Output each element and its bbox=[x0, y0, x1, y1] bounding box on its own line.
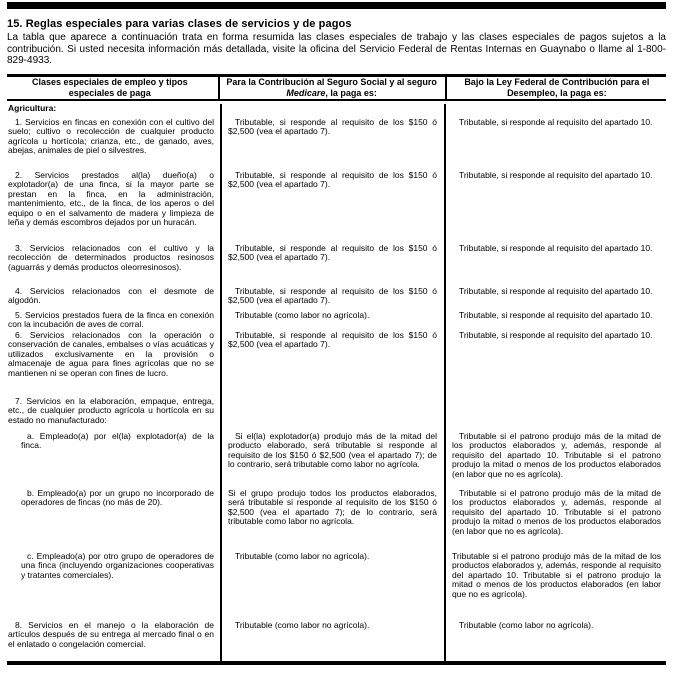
item-4-description: 4. Servicios relacionados con el desmote de algodón. bbox=[8, 285, 214, 306]
col-ss-medicare-cell bbox=[222, 552, 446, 621]
item-7b-ss-rule: Si el grupo produjo todos los productos elaborados, será tributable si responde al requisito de los $150 ó $2,500 (vea el apartado 7); de lo contrario, será tributable como labor no agrícola. bbox=[228, 487, 437, 527]
col-futa-cell bbox=[446, 552, 666, 621]
table-row-item-6 bbox=[7, 331, 666, 397]
header-col-social-security-medicare bbox=[220, 77, 447, 99]
col-employment-cell bbox=[7, 331, 222, 397]
col-ss-medicare-cell bbox=[222, 489, 446, 552]
item-4-ss-rule: Tributable, si responde al requisito de los $150 ó $2,500 (vea el apartado 7). bbox=[228, 285, 437, 306]
col-employment-cell bbox=[7, 397, 222, 432]
item-7a-ss-rule: Si el(la) explotador(a) produjo más de la mitad del producto elaborado, será tributable si responde al requisito de los $150 ó $2,500 (vea el apartado 7); de lo contrario, será tributable como labor no agrícola. bbox=[228, 430, 437, 470]
item-3-ss-rule: Tributable, si responde al requisito de los $150 ó $2,500 (vea el apartado 7). bbox=[228, 242, 437, 263]
item-5-ss-rule: Tributable (como labor no agrícola). bbox=[235, 309, 370, 320]
col-ss-medicare-cell bbox=[222, 432, 446, 489]
table-row-item-7a bbox=[7, 432, 666, 489]
item-8-description: 8. Servicios en el manejo o la elaboración de artículos después de su entrega al mercado final o en el enlatado o congelación comercial. bbox=[8, 619, 214, 649]
table-row-item-2 bbox=[7, 171, 666, 244]
col-futa-cell bbox=[446, 397, 666, 432]
item-2-ss-rule: Tributable, si responde al requisito de los $150 ó $2,500 (vea el apartado 7). bbox=[228, 169, 437, 190]
col-employment-cell bbox=[7, 118, 222, 171]
item-1-ss-rule: Tributable, si responde al requisito de los $150 ó $2,500 (vea el apartado 7). bbox=[228, 116, 437, 137]
header-col-employment-classes: Clases especiales de empleo y tipos especiales de paga bbox=[7, 77, 220, 99]
table-row-item-8 bbox=[7, 621, 666, 661]
header-col2-text: Para la Contribución al Seguro Social y al seguro bbox=[226, 76, 437, 87]
table-row-item-7-intro bbox=[7, 397, 666, 432]
col-futa-cell bbox=[446, 287, 666, 311]
col-futa-cell bbox=[446, 118, 666, 171]
col-futa-cell bbox=[446, 311, 666, 331]
item-6-futa-rule: Tributable, si responde al requisito del apartado 10. bbox=[459, 329, 653, 340]
col-employment-cell bbox=[7, 311, 222, 331]
col-futa-cell bbox=[446, 621, 666, 661]
item-7c-description: c. Empleado(a) por otro grupo de operadores de una finca (incluyendo organizaciones cooperativas y tratantes comerciales). bbox=[21, 550, 214, 580]
item-3-description: 3. Servicios relacionados con el cultivo y la recolección de determinados productos resinosos (aguarrás y demás productos oleorresinosos). bbox=[8, 242, 214, 272]
col-employment-cell bbox=[7, 171, 222, 244]
item-8-futa-rule: Tributable (como labor no agrícola). bbox=[459, 619, 594, 630]
item-1-futa-rule: Tributable, si responde al requisito del apartado 10. bbox=[459, 116, 653, 127]
item-2-futa-rule: Tributable, si responde al requisito del apartado 10. bbox=[459, 169, 653, 180]
table-row-item-7b bbox=[7, 489, 666, 552]
item-6-ss-rule: Tributable, si responde al requisito de los $150 ó $2,500 (vea el apartado 7). bbox=[228, 329, 437, 350]
item-7c-futa-rule: Tributable si el patrono produjo más de la mitad de los productos elaborados y, además, responde al requisito del apartado 10. Tributable si el patrono produjo la mitad o menos de los productos elaborados (en labor que no es agrícola). bbox=[452, 550, 661, 599]
table-row-item-1 bbox=[7, 118, 666, 171]
item-1-description: 1. Servicios en fincas en conexión con el cultivo del suelo; cultivo o recolección de cualquier producto agrícola u hortícola; crianza, etc., de ganado, aves, abejas, animales de piel o silvestres. bbox=[8, 116, 214, 156]
document-page bbox=[0, 2, 673, 665]
item-7-description: 7. Servicios en la elaboración, empaque, entrega, etc., de cualquier producto agrícola u hortícola en su estado no manufacturado: bbox=[8, 395, 214, 425]
col-ss-medicare-cell bbox=[222, 118, 446, 171]
header-col2-suffix: , la paga es: bbox=[325, 87, 377, 98]
item-5-description: 5. Servicios prestados fuera de la finca en conexión con la incubación de aves de corral. bbox=[8, 309, 214, 330]
col-employment-cell bbox=[7, 489, 222, 552]
table-row-item-4 bbox=[7, 287, 666, 311]
col-employment-cell bbox=[7, 244, 222, 287]
col-futa-cell bbox=[446, 331, 666, 397]
col-ss-medicare-cell bbox=[222, 621, 446, 661]
table-row-item-3 bbox=[7, 244, 666, 287]
intro-paragraph: La tabla que aparece a continuación trata en forma resumida las clases especiales de trabajo y las clases especiales de pagos sujetos a la contribución. Si usted necesita información más detallada, visite la oficina del Servicio Federal de Rentas Internas en Guaynabo o llame al 1-800-829-4933. bbox=[7, 32, 666, 66]
table-row-section-label bbox=[7, 104, 666, 118]
col-ss-medicare-cell bbox=[222, 397, 446, 432]
col-employment-cell bbox=[7, 552, 222, 621]
col-employment-cell bbox=[7, 104, 222, 118]
item-2-description: 2. Servicios prestados al(la) dueño(a) o explotador(a) de una finca, si la mayor parte se prestan en la finca, en la administración, mantenimiento, etc., de la finca, de los aperos o del equipo o en el salvamento de madera y limpieza de leña y demás escombros dejados por un huracán. bbox=[8, 169, 214, 228]
col-ss-medicare-cell bbox=[222, 104, 446, 118]
table-body bbox=[7, 101, 666, 665]
col-employment-cell bbox=[7, 287, 222, 311]
col-employment-cell bbox=[7, 432, 222, 489]
col-futa-cell bbox=[446, 489, 666, 552]
item-5-futa-rule: Tributable, si responde al requisito del apartado 10. bbox=[459, 309, 653, 320]
top-rule bbox=[7, 2, 666, 9]
table-row-item-5 bbox=[7, 311, 666, 331]
item-7b-futa-rule: Tributable si el patrono produjo más de la mitad de los productos elaborados y, además, responde al requisito del apartado 10. Tributable si el patrono produjo la mitad o menos de los productos elaborados (en labor que no es agrícola). bbox=[452, 487, 661, 536]
col-futa-cell bbox=[446, 244, 666, 287]
item-7a-futa-rule: Tributable si el patrono produjo más de la mitad de los productos elaborados y, además, responde al requisito del apartado 10. Tributable si el patrono produjo la mitad o menos de los productos elaborados (en labor que no es agrícola). bbox=[452, 430, 661, 479]
item-6-description: 6. Servicios relacionados con la operación o conservación de canales, embalses o vías acuáticas y utilizados exclusivamente en la provisión o almacenaje de agua para fines agrícolas que no se mantienen ni se operan con fines de lucro. bbox=[8, 329, 214, 378]
table-row-item-7c bbox=[7, 552, 666, 621]
item-7a-description: a. Empleado(a) por el(la) explotador(a) de la finca. bbox=[21, 430, 214, 451]
col-ss-medicare-cell bbox=[222, 311, 446, 331]
item-8-ss-rule: Tributable (como labor no agrícola). bbox=[235, 619, 370, 630]
col-employment-cell bbox=[7, 621, 222, 661]
col-ss-medicare-cell bbox=[222, 331, 446, 397]
col-ss-medicare-cell bbox=[222, 244, 446, 287]
col-futa-cell bbox=[446, 104, 666, 118]
item-3-futa-rule: Tributable, si responde al requisito del apartado 10. bbox=[459, 242, 653, 253]
item-7c-ss-rule: Tributable (como labor no agrícola). bbox=[235, 550, 370, 561]
col-futa-cell bbox=[446, 432, 666, 489]
medicare-italic-text: Medicare bbox=[286, 87, 326, 98]
col-futa-cell bbox=[446, 171, 666, 244]
section-label-agricultura: Agricultura: bbox=[8, 102, 57, 113]
col-ss-medicare-cell bbox=[222, 171, 446, 244]
col-ss-medicare-cell bbox=[222, 287, 446, 311]
item-4-futa-rule: Tributable, si responde al requisito del apartado 10. bbox=[459, 285, 653, 296]
header-col-futa: Bajo la Ley Federal de Contribución para el Desempleo, la paga es: bbox=[464, 76, 650, 98]
section-title: 15. Reglas especiales para varias clases de servicios y de pagos bbox=[7, 18, 352, 30]
table-header-row bbox=[7, 74, 666, 101]
item-7b-description: b. Empleado(a) por un grupo no incorporado de operadores de fincas (no más de 20). bbox=[21, 487, 214, 508]
special-rules-table bbox=[7, 74, 666, 665]
